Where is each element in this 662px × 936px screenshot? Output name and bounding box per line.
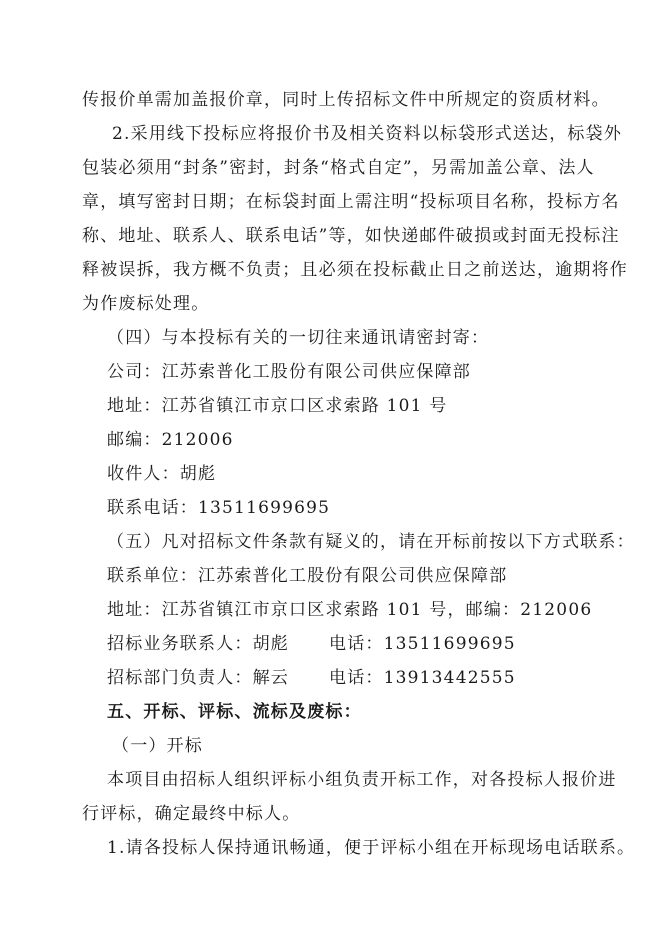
paragraph-line: 包装必须用“封条”密封，封条“格式自定”，另需加盖公章、法人 [82, 158, 595, 178]
subsection-heading: （一）开标 [112, 736, 203, 756]
address-line: 地址：江苏省镇江市京口区求索路 101 号 [107, 396, 448, 416]
contact-row [107, 634, 516, 654]
paragraph-line: 本项目由招标人组织评标小组负责开标工作，对各投标人报价进 [107, 770, 617, 790]
address-postcode-line: 地址：江苏省镇江市京口区求索路 101 号，邮编：212006 [107, 600, 593, 620]
contact-phone: 电话：13511699695 [329, 634, 516, 654]
postcode-line: 邮编：212006 [107, 430, 234, 450]
recipient-line: 收件人：胡彪 [107, 464, 217, 484]
section-heading-5: （五）凡对招标文件条款有疑义的，请在开标前按以下方式联系： [107, 532, 635, 552]
contact-name: 招标部门负责人：解云 [107, 668, 289, 688]
contact-row [107, 668, 516, 688]
contact-phone: 电话：13913442555 [329, 668, 516, 688]
section-heading-4: （四）与本投标有关的一切往来通讯请密封寄： [107, 328, 490, 348]
chapter-heading: 五、开标、评标、流标及废标： [107, 702, 362, 722]
paragraph-line: 2.采用线下投标应将报价书及相关资料以标袋形式送达，标袋外 [112, 124, 623, 144]
paragraph-line: 称、地址、联系人、联系电话”等，如快递邮件破损或封面无投标注 [82, 226, 620, 246]
paragraph-line: 章，填写密封日期；在标袋封面上需注明“投标项目名称，投标方名 [82, 192, 620, 212]
contact-name: 招标业务联系人：胡彪 [107, 634, 289, 654]
paragraph-line: 行评标，确定最终中标人。 [82, 804, 301, 824]
paragraph-line: 为作废标处理。 [82, 294, 210, 314]
paragraph-line: 1.请各投标人保持通讯畅通，便于评标小组在开标现场电话联系。 [107, 838, 636, 858]
paragraph-line: 释被误拆，我方概不负责；且必须在投标截止日之前送达，逾期将作 [82, 260, 628, 280]
contact-unit-line: 联系单位：江苏索普化工股份有限公司供应保障部 [107, 566, 508, 586]
phone-line: 联系电话：13511699695 [107, 498, 331, 518]
paragraph-line: 传报价单需加盖报价章，同时上传招标文件中所规定的资质材料。 [82, 90, 610, 110]
company-line: 公司：江苏索普化工股份有限公司供应保障部 [107, 362, 471, 382]
